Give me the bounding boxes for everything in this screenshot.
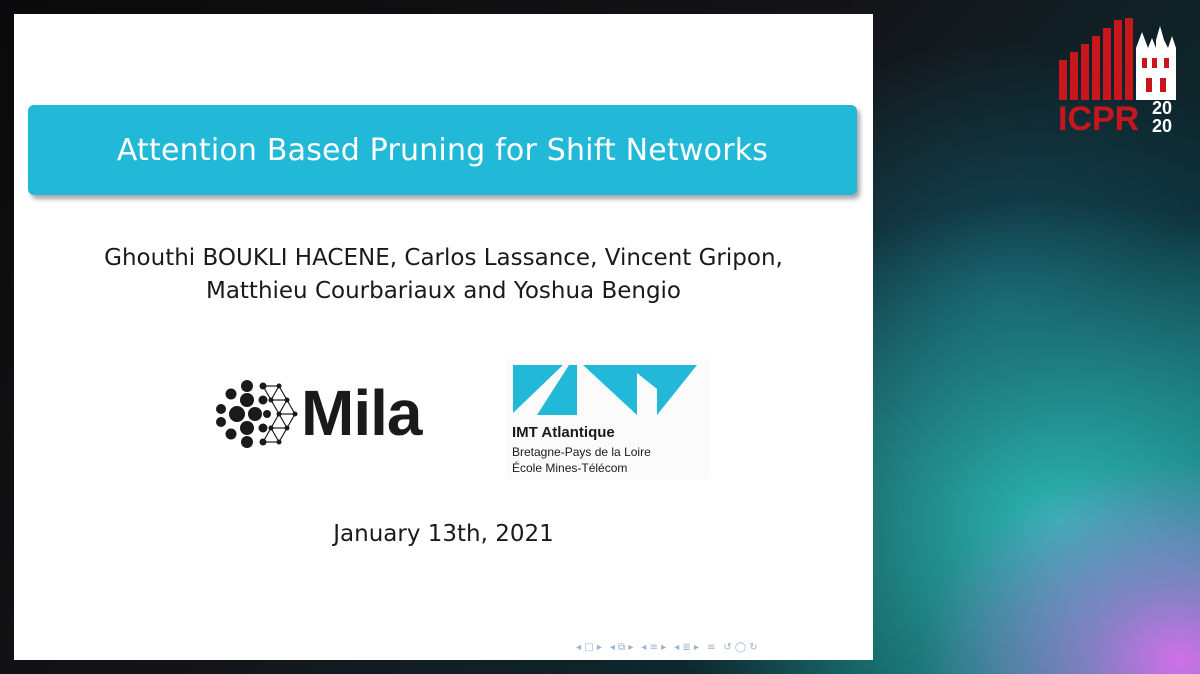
imt-name: IMT Atlantique <box>512 424 615 441</box>
mila-wordmark: Mila <box>301 377 422 449</box>
nav-left-icon[interactable]: ◂ □ ▸ <box>576 641 602 653</box>
search-icon[interactable]: ↺ ◯ ↻ <box>723 641 758 653</box>
section-icon[interactable]: ◂ ≣ ▸ <box>674 641 699 653</box>
subsection-icon[interactable]: ◂ ≡ ▸ <box>641 641 667 653</box>
icpr-year-bottom: 20 <box>1152 116 1173 136</box>
title-banner <box>28 105 857 195</box>
imt-shapes <box>507 359 709 429</box>
slide-title: Attention Based Pruning for Shift Networks <box>116 132 769 168</box>
imt-subtitle-1: Bretagne-Pays de la Loire <box>512 445 651 459</box>
align-icon[interactable]: ≡ <box>706 641 716 653</box>
imt-subtitle-2: École Mines-Télécom <box>512 461 628 475</box>
frame-icon[interactable]: ◂ ⧉ ▸ <box>609 641 634 653</box>
authors-line-2: Matthieu Courbariaux and Yoshua Bengio <box>205 278 682 304</box>
icpr-text: ICPR <box>1058 100 1140 136</box>
authors-block <box>14 242 873 308</box>
authors-line-1: Ghouthi BOUKLI HACENE, Carlos Lassance, Vincent Gripon, <box>104 245 783 271</box>
icpr-2020-logo <box>1056 18 1184 136</box>
beamer-navigation-bar <box>576 640 758 654</box>
presentation-date: January 13th, 2021 <box>333 521 554 547</box>
icpr-year-top: 20 <box>1152 98 1173 118</box>
presentation-slide <box>14 14 873 660</box>
icpr-bars <box>1059 18 1133 100</box>
